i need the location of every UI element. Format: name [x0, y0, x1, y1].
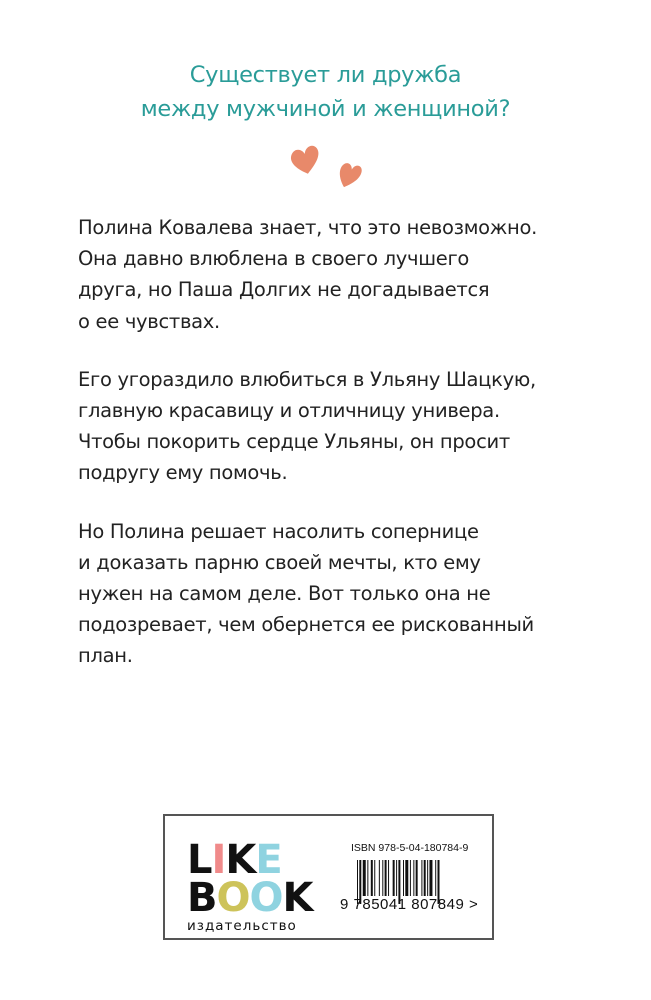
- logo-subtitle: издательство: [187, 918, 297, 934]
- logo-letter: L: [187, 837, 212, 883]
- logo-row-book: [187, 875, 322, 921]
- heart-icon: [289, 145, 322, 177]
- headline: [0, 58, 651, 126]
- barcode-bar: [363, 860, 366, 896]
- barcode-bar: [379, 860, 380, 896]
- barcode-bar: [405, 860, 408, 896]
- likebook-logo: [187, 837, 322, 934]
- text-line: Полина Ковалева знает, что это невозможно.: [78, 216, 537, 239]
- barcode-bar: [382, 860, 383, 896]
- barcode-bar: [424, 860, 426, 896]
- barcode-bar: [429, 860, 432, 896]
- logo-letter: K: [282, 875, 313, 921]
- barcode-bar: [385, 860, 387, 896]
- text-line: Чтобы покорить сердце Ульяны, он просит: [78, 430, 510, 454]
- barcode-bar: [367, 860, 368, 896]
- logo-letter: E: [255, 837, 282, 883]
- logo-letter: K: [225, 837, 256, 883]
- logo-letter: B: [187, 875, 217, 921]
- barcode-bar: [374, 860, 375, 896]
- barcode-bar: [396, 860, 397, 896]
- text-line: подругу ему помочь.: [78, 461, 288, 485]
- text-line: нужен на самом деле. Вот только она не: [78, 582, 491, 606]
- headline-line: между мужчиной и женщиной?: [140, 96, 511, 122]
- barcode-bar: [393, 860, 395, 896]
- barcode-bar: [403, 860, 404, 896]
- barcode-digits: 9 785041 807849 >: [340, 896, 479, 913]
- logo-letter: I: [211, 837, 226, 883]
- logo-letter: O: [249, 875, 283, 921]
- paragraph: [78, 212, 598, 337]
- barcode-bar: [410, 860, 411, 896]
- logo-letter: O: [216, 875, 250, 921]
- barcode-bar: [413, 860, 414, 896]
- hearts-decoration: [285, 138, 375, 198]
- barcode-bar: [388, 860, 389, 896]
- text-line: друга, но Паша Долгих не догадывается: [78, 278, 490, 302]
- text-line: Она давно влюблена в своего лучшего: [78, 247, 470, 271]
- heart-icon: [336, 161, 363, 190]
- barcode-bar: [435, 860, 436, 896]
- paragraph: [78, 364, 598, 489]
- text-line: подозревает, чем обернется ее рискованный: [78, 613, 534, 637]
- text-line: и доказать парню своей мечты, кто ему: [78, 550, 481, 574]
- text-line: главную красавицу и отличницу универа.: [78, 399, 500, 423]
- barcode-bar: [371, 860, 373, 896]
- text-line: план.: [78, 644, 133, 668]
- description: [78, 212, 598, 699]
- text-line: Его угораздило влюбиться в Ульяну Шацкую,: [78, 367, 536, 391]
- text-line: Но Полина решает насолить сопернице: [78, 519, 479, 543]
- barcode-bar: [427, 860, 428, 896]
- barcode-bar: [421, 860, 422, 896]
- isbn-label: ISBN 978-5-04-180784-9: [351, 842, 469, 854]
- publisher-isbn-box: [163, 814, 494, 940]
- headline-line: Существует ли дружба: [189, 62, 462, 88]
- paragraph: [78, 516, 598, 672]
- barcode-bar: [416, 860, 418, 896]
- text-line: о ее чувствах.: [78, 309, 220, 333]
